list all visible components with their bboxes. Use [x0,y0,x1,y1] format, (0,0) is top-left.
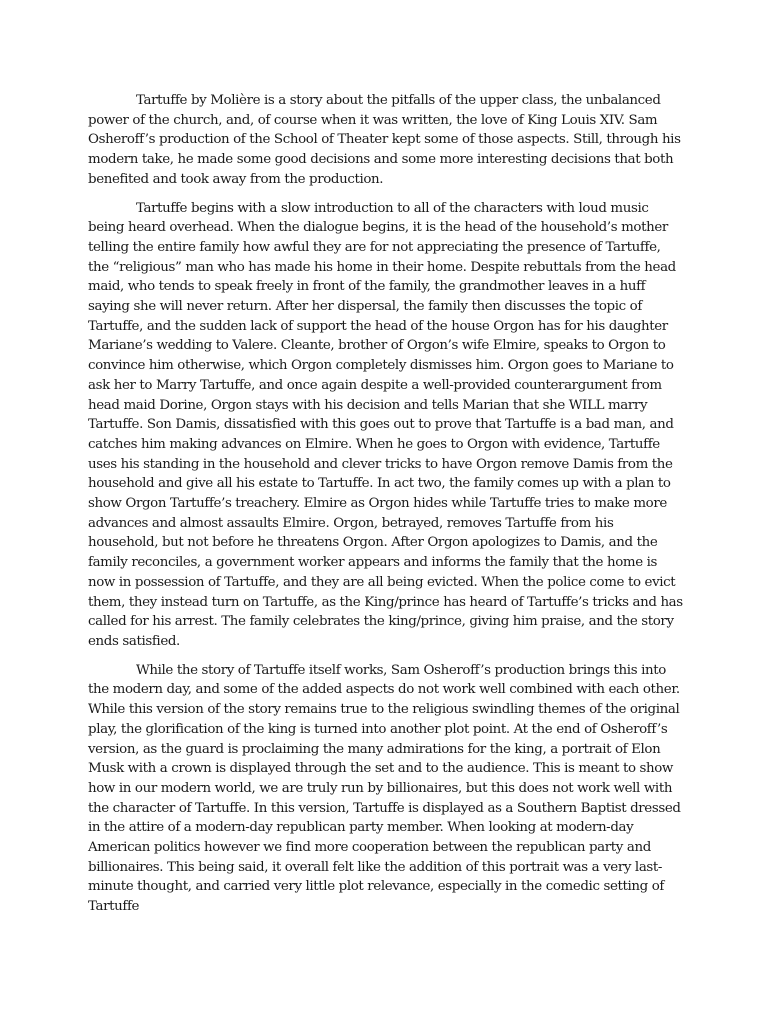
paragraph-critique: While the story of Tartuffe itself works, Sam Osheroff’s production brings this into the modern day, and some of the added aspects do not work well combined with each other. While this version of the story remains true to the religious swindling themes of the original play, the glorification of the king is turned into another plot point. At the end of Osheroff’s version, as the guard is proclaiming the many admirations for the king, a portrait of Elon Musk with a crown is displayed through the set and to the audience. This is meant to show how in our modern world, we are truly run by billionaires, but this does not work well with the character of Tartuffe. In this version, Tartuffe is displayed as a Southern Baptist dressed in the attire of a modern-day republican party member. When looking at modern-day American politics however we find more cooperation between the republican party and billionaires. This being said, it overall felt like the addition of this portrait was a very last-minute thought, and carried very little plot relevance, especially in the comedic setting of Tartuffe [88,662,681,915]
paragraph-intro: Tartuffe by Molière is a story about the pitfalls of the upper class, the unbalanced power of the church, and, of course when it was written, the love of King Louis XIV. Sam Osheroff’s production of the School of Theater kept some of those aspects. Still, through his modern take, he made some good decisions and some more interesting decisions that both benefited and took away from the production. [88,93,681,187]
document-body [88,91,685,926]
paragraph-plot-summary: Tartuffe begins with a slow introduction to all of the characters with loud music being heard overhead. When the dialogue begins, it is the head of the household’s mother telling the entire family how awful they are for not appreciating the presence of Tartuffe, the “religious” man who has made his home in their home. Despite rebuttals from the head maid, who tends to speak freely in front of the family, the grandmother leaves in a huff saying she will never return. After her dispersal, the family then discusses the topic of Tartuffe, and the sudden lack of support the head of the house Orgon has for his daughter Mariane’s wedding to Valere. Cleante, brother of Orgon’s wife Elmire, speaks to Orgon to convince him otherwise, which Orgon completely dismisses him. Orgon goes to Mariane to ask her to Marry Tartuffe, and once again despite a well-provided counterargument from head maid Dorine, Orgon stays with his decision and tells Marian that she WILL marry Tartuffe. Son Damis, dissatisfied with this goes out to prove that Tartuffe is a bad man, and catches him making advances on Elmire. When he goes to Orgon with evidence, Tartuffe uses his standing in the household and clever tricks to have Orgon remove Damis from the household and give all his estate to Tartuffe. In act two, the family comes up with a plan to show Orgon Tartuffe’s treachery. Elmire as Orgon hides while Tartuffe tries to make more advances and almost assaults Elmire. Orgon, betrayed, removes Tartuffe from his household, but not before he threatens Orgon. After Orgon apologizes to Damis, and the family reconciles, a government worker appears and informs the family that the home is now in possession of Tartuffe, and they are all being evicted. When the police come to evict them, they instead turn on Tartuffe, as the King/prince has heard of Tartuffe’s tricks and has called for his arrest. The family celebrates the king/prince, giving him praise, and the story ends satisfied. [88,200,683,649]
